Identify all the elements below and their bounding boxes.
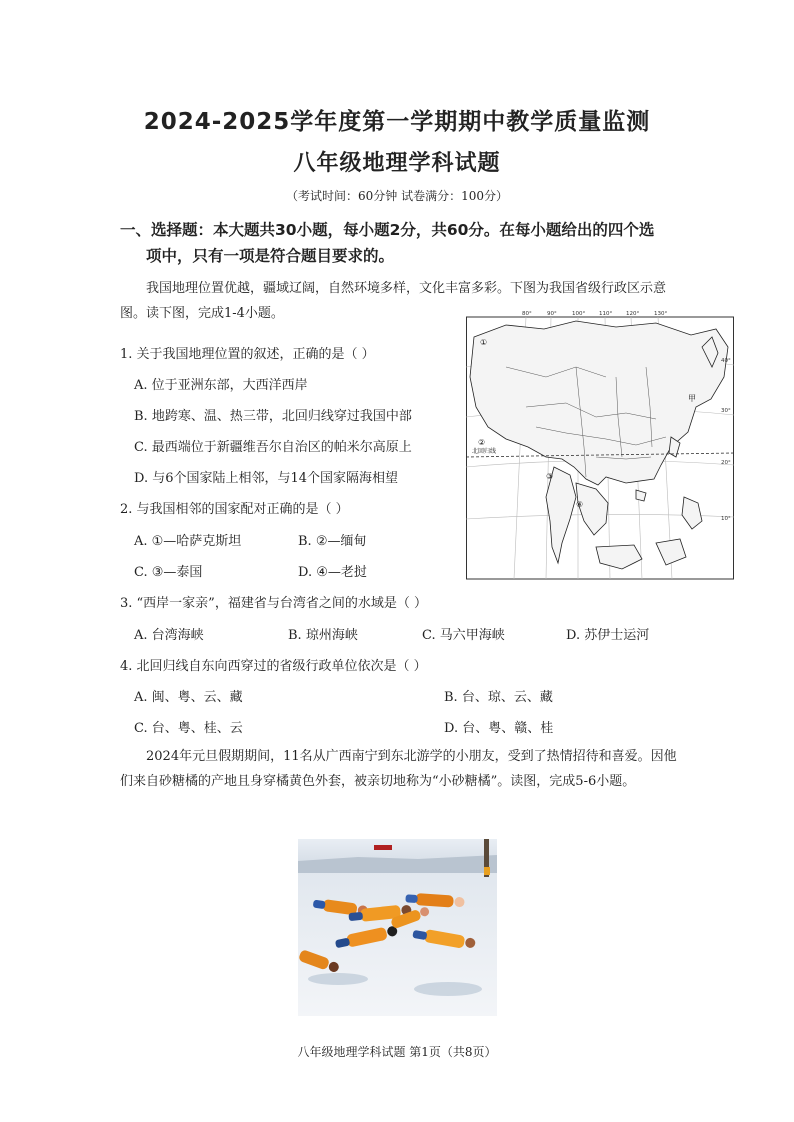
exam-subtitle: 八年级地理学科试题 [293,151,501,176]
question-1-option-b: B. 地跨寒、温、热三带，北回归线穿过我国中部 [134,409,412,424]
map-lat-label: 30° [721,408,731,414]
question-1-option-d: D. 与6个国家陆上相邻，与14个国家隔海相望 [134,471,399,486]
question-2-stem: 2. 与我国相邻的国家配对正确的是（ ） [120,502,349,517]
map-lat-label: 20° [721,460,731,466]
map-marker-4: ④ [576,500,584,509]
exam-title: 2024-2025学年度第一学期期中教学质量监测 [143,109,651,135]
map-lon-label: 130° [654,311,668,317]
question-4-option-c: C. 台、粤、桂、云 [134,721,243,736]
map-lon-label: 90° [547,311,557,317]
question-1-option-a: A. 位于亚洲东部，大西洋西岸 [134,378,308,393]
map-lat-label: 10° [721,516,731,522]
question-3-option-b: B. 琼州海峡 [288,628,358,643]
map-marker-1: ① [480,338,488,347]
exam-note: （考试时间：60分钟 试卷满分：100分） [286,189,508,203]
question-1-stem: 1. 关于我国地理位置的叙述，正确的是（ ） [120,347,375,362]
section-heading: 一、选择题：本大题共30小题，每小题2分，共60分。在每小题给出的四个选 [120,221,655,239]
question-2-option-d: D. ④—老挝 [298,565,367,580]
map-marker-3: ③ [546,472,554,481]
question-2-option-b: B. ②—缅甸 [298,534,367,549]
question-4-option-b: B. 台、琼、云、藏 [444,690,553,705]
section-heading-cont: 项中，只有一项是符合题目要求的。 [146,247,395,265]
map-tropic-label: 北回归线 [472,448,497,455]
map-lat-label: 40° [721,358,731,364]
map-lon-label: 110° [599,311,613,317]
question-3-option-a: A. 台湾海峡 [134,628,204,643]
question-3-option-d: D. 苏伊士运河 [566,628,650,643]
question-4-stem: 4. 北回归线自东向西穿过的省级行政单位依次是（ ） [120,659,427,674]
snow-children-photo [298,839,497,1016]
question-2-option-a: A. ①—哈萨克斯坦 [134,534,242,549]
intro-paragraph-1: 我国地理位置优越，疆域辽阔，自然环境多样，文化丰富多彩。下图为我国省级行政区示意图。读下图，完成1-4小题。 [120,281,667,321]
question-2-option-c: C. ③—泰国 [134,565,203,580]
map-lon-label: 80° [522,311,532,317]
page-footer: 八年级地理学科试题 第1页（共8页） [297,1045,497,1059]
map-lon-label: 120° [626,311,640,317]
intro-paragraph-2: 2024年元旦假期期间，11名从广西南宁到东北游学的小朋友，受到了热情招待和喜爱。因他们来自砂糖橘的产地且身穿橘黄色外套，被亲切地称为“小砂糖橘”。读图，完成5-6小题。 [120,749,677,789]
question-4-option-d: D. 台、粤、赣、桂 [444,721,554,736]
question-1-option-c: C. 最西端位于新疆维吾尔自治区的帕米尔高原上 [134,440,412,455]
china-province-map [466,307,734,580]
map-marker-2: ② [478,438,486,447]
question-3-stem: 3. “西岸一家亲”，福建省与台湾省之间的水域是（ ） [120,596,427,611]
map-lon-label: 100° [572,311,586,317]
question-3-option-c: C. 马六甲海峡 [422,628,505,643]
map-marker-jia: 甲 [688,394,696,403]
question-4-option-a: A. 闽、粤、云、藏 [134,690,243,705]
